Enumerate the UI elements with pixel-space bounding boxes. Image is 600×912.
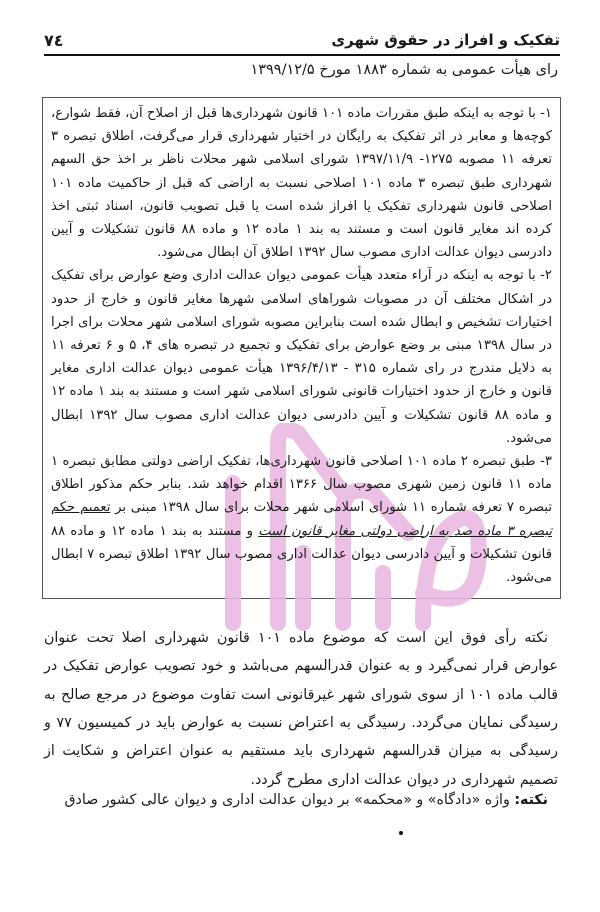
note-label: نکته: bbox=[514, 792, 548, 809]
page-header bbox=[44, 20, 560, 56]
page-number: ۷٤ bbox=[44, 31, 64, 50]
ruling-heading: رای هیأت عمومی به شماره ۱۸۸۳ مورخ ۱۳۹۹/۱۲/۵ bbox=[250, 62, 558, 78]
running-title: تفکیک و افراز در حقوق شهری bbox=[331, 31, 560, 49]
item-text: با توجه به اینکه طبق مقررات ماده ۱۰۱ قانون شهرداری‌ها قبل از اصلاح آن، فقط شوارع، کوچه‌ها و معابر در اثر تفکیک به رایگان در اختیار شهرداری قرار می‌گرفت، اطلاق تبصره ۳ تعرفه ۱۱ مصوبه ۱۲۷۵- ۱۳۹۷/۱۱/۹ شورای اسلامی شهر محلات ناظر بر اخذ حق السهم شهرداری طبق تبصره ۳ ماده ۱۰۱ اصلاحی نسبت به اراضی که قبل از حاکمیت ماده ۱۰۱ اصلاحی قانون شهرداری تفکیک یا افراز شده است یا قبل تصویب قانون، اسناد ثبتی اخذ کرده اند مغایر قانون است و مستند به بند ۱ ماده ۱۲ و ماده ۸۸ قانون تشکیلات و آیین دادرسی دیوان عدالت اداری مصوب سال ۱۳۹۲ اطلاق آن ابطال می‌شود. bbox=[51, 106, 553, 261]
ruling-item-2 bbox=[51, 264, 552, 450]
item-text: با توجه به اینکه در آراء متعدد هیأت عمومی دیوان عدالت اداری وضع عوارض برای تفکیک در اشکال مختلف آن در مصوبات شوراهای اسلامی شهرها مغایر قانون و خارج از حدود اختیارات تشخیص و ابطال شده است بنابراین مصوبه شورای اسلامی شهر محلات برای اجرا در سال ۱۳۹۸ مبنی بر وضع عوارض برای تفکیک و تجمیع در تبصره های ۴، ۵ و ۶ تعرفه ۱۱ به دلایل مندرج در رای شماره ۳۱۵ - ۱۳۹۶/۴/۱۳ هیأت عمومی دیوان عدالت اداری مغایر قانون و خارج از حدود اختیارات قانونی شورای اسلامی شهر است و مستند به بند ۱ ماده ۱۲ و ماده ۸۸ قانون تشکیلات و آیین دادرسی دیوان عدالت اداری مصوب سال ۱۳۹۲ ابطال می‌شود. bbox=[51, 268, 552, 446]
item-number: ۱- bbox=[540, 106, 552, 121]
ruling-item-1 bbox=[51, 102, 552, 264]
page-dot bbox=[399, 831, 403, 835]
commentary-paragraph: نکته رأی فوق این است که موضوع ماده ۱۰۱ قانون شهرداری اصلا تحت عنوان عوارض قرار نمی‌گیرد و به عنوان قدرالسهم می‌باشد و خود تصویب عوارض تفکیک در قالب ماده ۱۰۱ از سوی شورای شهر غیرقانونی است تفاوت موضوع در مرجع صالح به رسیدگی نمایان می‌گردد. رسیدگی به اعتراض نسبت به عوارض باید در کمیسیون ۷۷ و رسیدگی به میزان قدرالسهم شهرداری باید مستقیم به عنوان اعتراض و شکایت از تصمیم شهرداری در دیوان عدالت اداری مطرح گردد. bbox=[44, 630, 558, 788]
ruling-box bbox=[42, 97, 561, 599]
note-text: واژه «دادگاه» و «محکمه» بر دیوان عدالت اداری و دیوان عالی کشور صادق bbox=[64, 792, 515, 809]
item-text: طبق تبصره ۲ ماده ۱۰۱ اصلاحی قانون شهرداری‌ها، تفکیک اراضی دولتی مطابق تبصره ۱ ماده ۱۱ قانون زمین شهری مصوب سال ۱۳۶۶ اقدام خواهد شد. بنابر حکم مذکور اطلاق تبصره ۷ تعرفه شماره ۱۱ شورای اسلامی شهر محلات برای سال ۱۳۹۸ مبنی بر bbox=[51, 454, 552, 516]
item-text-end: و مستند به بند ۱ ماده ۱۲ و ماده ۸۸ قانون تشکیلات و آیین دادرسی دیوان عدالت اداری مصوب سال ۱۳۹۲ اطلاق تبصره ۷ ابطال می‌شود. bbox=[51, 523, 552, 586]
item-number: ۳- bbox=[540, 454, 552, 470]
note-paragraph bbox=[44, 786, 558, 814]
item-number: ۲- bbox=[540, 268, 552, 284]
underlined-text: تعمیم حکم bbox=[51, 500, 111, 516]
ruling-item-3 bbox=[51, 450, 552, 589]
underlined-italic-text: تبصره ۳ ماده صد به اراضی دولتی مغایر قانون است bbox=[258, 523, 553, 539]
